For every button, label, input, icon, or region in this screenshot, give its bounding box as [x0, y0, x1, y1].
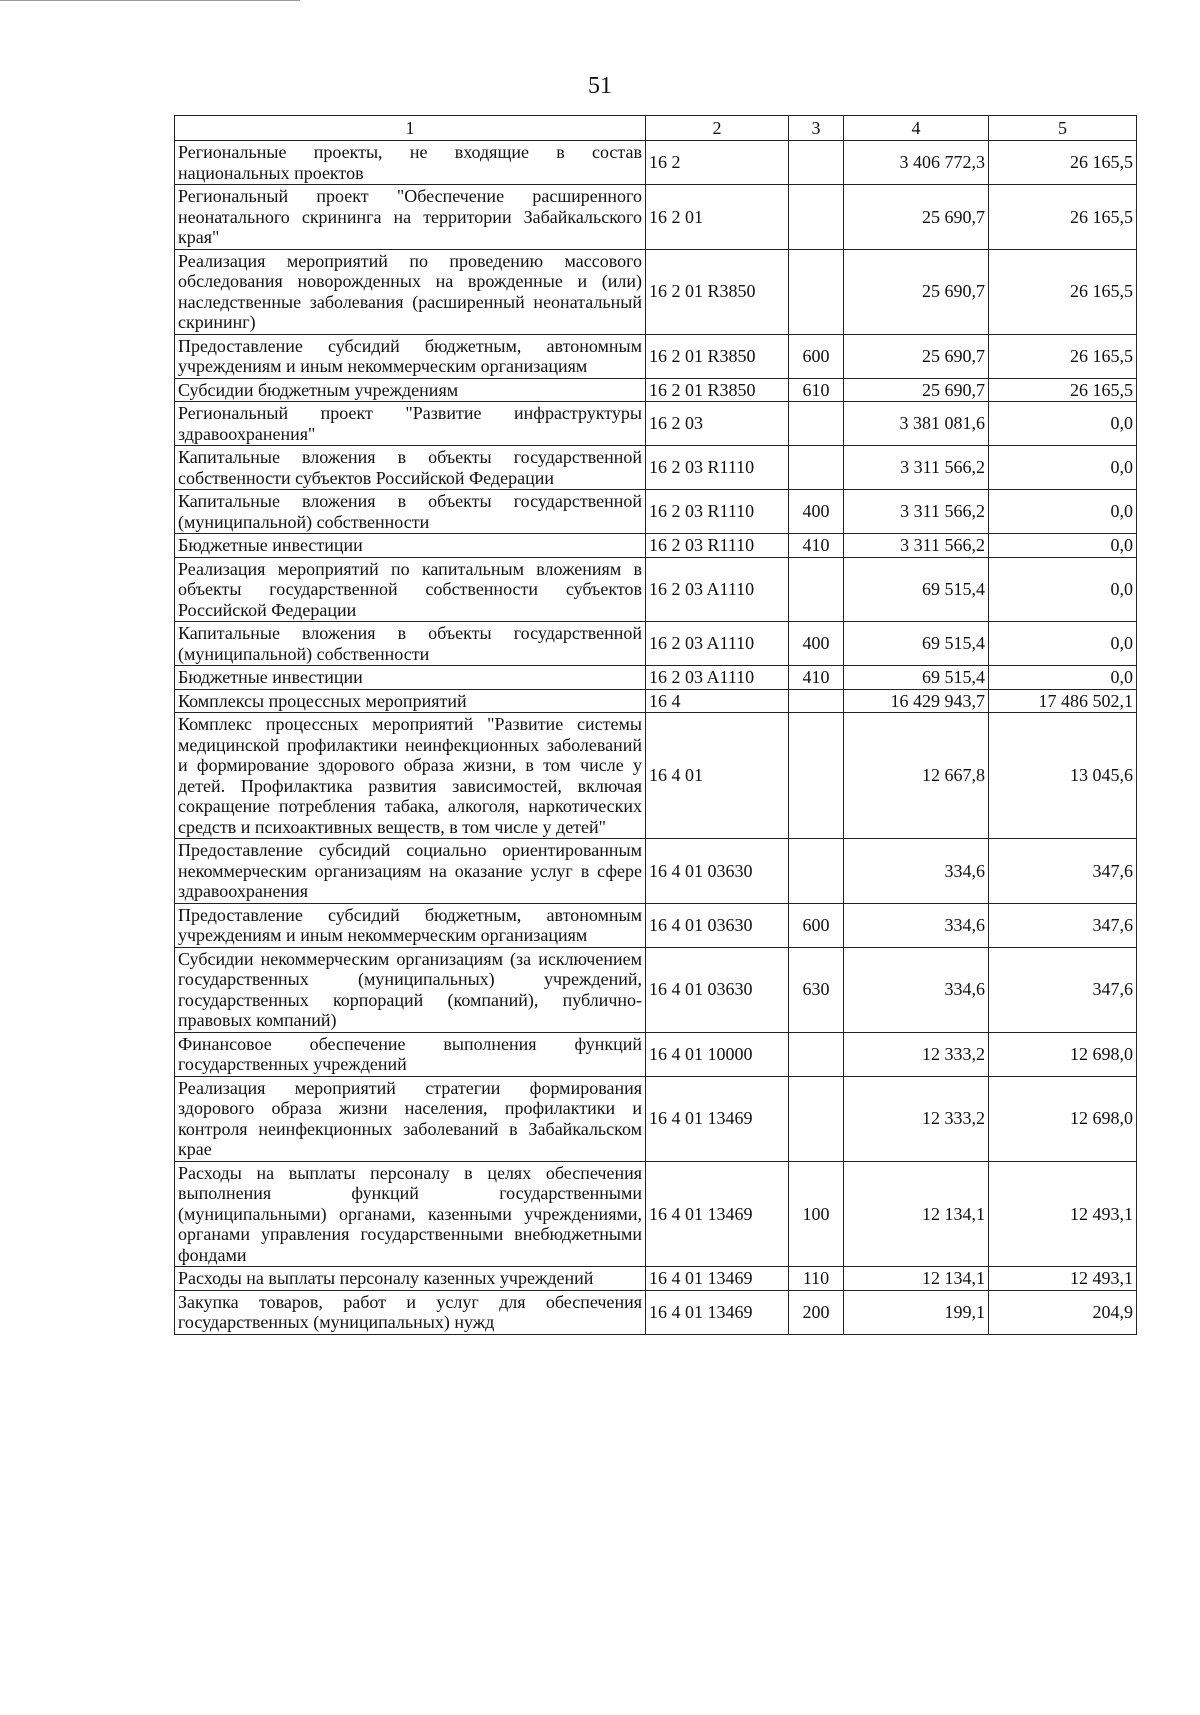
row-name: Реализация мероприятий по проведению массового обследования новорожденных на врожденные и (или) наследственные заболевания (расширенный неонатальный скрининг): [175, 249, 646, 334]
row-code: 16 4: [646, 689, 789, 713]
header-col-1: 1: [175, 116, 646, 141]
table-row: [175, 446, 1137, 490]
row-name: Субсидии некоммерческим организациям (за исключением государственных (муниципальных) учреждений, государственных корпораций (компаний), публично-правовых компаний): [175, 947, 646, 1032]
table-row: [175, 1032, 1137, 1076]
row-value-col4: 12 333,2: [844, 1032, 989, 1076]
row-name: Реализация мероприятий по капитальным вложениям в объекты государственной собственности субъектов Российской Федерации: [175, 557, 646, 622]
row-value-col4: 334,6: [844, 839, 989, 904]
row-expense-type: [789, 557, 844, 622]
row-value-col5: 26 165,5: [989, 141, 1137, 185]
row-expense-type: 410: [789, 666, 844, 690]
header-col-2: 2: [646, 116, 789, 141]
row-value-col4: 69 515,4: [844, 666, 989, 690]
row-value-col5: 347,6: [989, 839, 1137, 904]
row-value-col4: 12 134,1: [844, 1267, 989, 1291]
row-expense-type: [789, 402, 844, 446]
row-value-col4: 334,6: [844, 947, 989, 1032]
page-number: 51: [588, 73, 612, 99]
row-value-col5: 0,0: [989, 557, 1137, 622]
row-expense-type: 600: [789, 334, 844, 378]
row-code: 16 4 01 13469: [646, 1290, 789, 1334]
row-value-col5: 0,0: [989, 402, 1137, 446]
table-row: [175, 534, 1137, 558]
row-code: 16 4 01: [646, 713, 789, 839]
table-row: [175, 185, 1137, 250]
row-expense-type: [789, 1076, 844, 1161]
row-value-col5: 12 493,1: [989, 1161, 1137, 1267]
row-name: Реализация мероприятий стратегии формирования здорового образа жизни населения, профилактики и контроля неинфекционных заболеваний в Забайкальском крае: [175, 1076, 646, 1161]
row-value-col4: 3 311 566,2: [844, 446, 989, 490]
table-row: [175, 622, 1137, 666]
row-name: Региональный проект "Обеспечение расширенного неонатального скрининга на территории Забайкальского края": [175, 185, 646, 250]
header-col-4: 4: [844, 116, 989, 141]
table-row: [175, 666, 1137, 690]
table-row: [175, 334, 1137, 378]
row-name: Предоставление субсидий бюджетным, автономным учреждениям и иным некоммерческим организациям: [175, 334, 646, 378]
table-body: [175, 141, 1137, 1335]
row-value-col4: 69 515,4: [844, 622, 989, 666]
row-code: 16 4 01 03630: [646, 839, 789, 904]
row-code: 16 2 03 R1110: [646, 534, 789, 558]
table-row: [175, 689, 1137, 713]
row-value-col4: 25 690,7: [844, 378, 989, 402]
row-name: Бюджетные инвестиции: [175, 534, 646, 558]
table-row: [175, 947, 1137, 1032]
row-name: Комплексы процессных мероприятий: [175, 689, 646, 713]
row-expense-type: 410: [789, 534, 844, 558]
row-code: 16 2 03 A1110: [646, 622, 789, 666]
table-row: [175, 402, 1137, 446]
row-value-col5: 0,0: [989, 534, 1137, 558]
row-name: Предоставление субсидий бюджетным, автономным учреждениям и иным некоммерческим организациям: [175, 903, 646, 947]
table-row: [175, 839, 1137, 904]
row-value-col4: 199,1: [844, 1290, 989, 1334]
row-code: 16 2 03 A1110: [646, 666, 789, 690]
row-expense-type: 600: [789, 903, 844, 947]
row-name: Субсидии бюджетным учреждениям: [175, 378, 646, 402]
header-row: [175, 116, 1137, 141]
row-value-col4: 25 690,7: [844, 249, 989, 334]
row-expense-type: 200: [789, 1290, 844, 1334]
row-name: Региональный проект "Развитие инфраструктуры здравоохранения": [175, 402, 646, 446]
row-expense-type: 100: [789, 1161, 844, 1267]
row-code: 16 4 01 13469: [646, 1267, 789, 1291]
row-value-col5: 13 045,6: [989, 713, 1137, 839]
row-value-col5: 12 698,0: [989, 1076, 1137, 1161]
row-code: 16 2 03 R1110: [646, 446, 789, 490]
row-value-col5: 0,0: [989, 622, 1137, 666]
row-code: 16 2 01 R3850: [646, 334, 789, 378]
row-expense-type: [789, 713, 844, 839]
row-code: 16 2 01 R3850: [646, 378, 789, 402]
header-col-5: 5: [989, 116, 1137, 141]
row-value-col5: 26 165,5: [989, 249, 1137, 334]
row-name: Капитальные вложения в объекты государственной собственности субъектов Российской Федерации: [175, 446, 646, 490]
row-code: 16 4 01 13469: [646, 1161, 789, 1267]
row-expense-type: 610: [789, 378, 844, 402]
row-expense-type: 400: [789, 622, 844, 666]
row-value-col4: 3 311 566,2: [844, 534, 989, 558]
row-value-col5: 26 165,5: [989, 334, 1137, 378]
row-code: 16 4 01 13469: [646, 1076, 789, 1161]
table-row: [175, 903, 1137, 947]
row-value-col5: 12 493,1: [989, 1267, 1137, 1291]
row-code: 16 2 03 A1110: [646, 557, 789, 622]
row-code: 16 2 01 R3850: [646, 249, 789, 334]
row-expense-type: [789, 185, 844, 250]
row-expense-type: [789, 839, 844, 904]
row-code: 16 4 01 03630: [646, 947, 789, 1032]
row-value-col4: 12 667,8: [844, 713, 989, 839]
row-value-col5: 0,0: [989, 666, 1137, 690]
row-value-col5: 0,0: [989, 446, 1137, 490]
row-name: Региональные проекты, не входящие в состав национальных проектов: [175, 141, 646, 185]
row-expense-type: [789, 689, 844, 713]
row-expense-type: [789, 1032, 844, 1076]
row-expense-type: 110: [789, 1267, 844, 1291]
row-name: Капитальные вложения в объекты государственной (муниципальной) собственности: [175, 622, 646, 666]
budget-table: [174, 115, 1137, 1335]
header-col-3: 3: [789, 116, 844, 141]
table-row: [175, 1161, 1137, 1267]
row-value-col4: 12 134,1: [844, 1161, 989, 1267]
row-code: 16 4 01 03630: [646, 903, 789, 947]
table-row: [175, 141, 1137, 185]
table-row: [175, 557, 1137, 622]
row-code: 16 4 01 10000: [646, 1032, 789, 1076]
table-row: [175, 490, 1137, 534]
scan-artifact-line: [0, 0, 300, 1]
row-expense-type: 400: [789, 490, 844, 534]
row-code: 16 2 01: [646, 185, 789, 250]
row-name: Закупка товаров, работ и услуг для обеспечения государственных (муниципальных) нужд: [175, 1290, 646, 1334]
row-value-col4: 16 429 943,7: [844, 689, 989, 713]
table-row: [175, 249, 1137, 334]
row-expense-type: 630: [789, 947, 844, 1032]
budget-table-container: [174, 115, 1136, 1335]
row-value-col4: 3 311 566,2: [844, 490, 989, 534]
row-value-col5: 347,6: [989, 903, 1137, 947]
row-value-col4: 69 515,4: [844, 557, 989, 622]
row-code: 16 2: [646, 141, 789, 185]
row-name: Комплекс процессных мероприятий "Развитие системы медицинской профилактики неинфекционных заболеваний и формирование здорового образа жизни, в том числе у детей. Профилактика развития зависимостей, включая сокращение потребления табака, алкоголя, наркотических средств и психоактивных веществ, в том числе у детей": [175, 713, 646, 839]
row-value-col4: 25 690,7: [844, 334, 989, 378]
row-name: Бюджетные инвестиции: [175, 666, 646, 690]
row-name: Расходы на выплаты персоналу в целях обеспечения выполнения функций государственными (муниципальными) органами, казенными учреждениями, органами управления государственными внебюджетными фондами: [175, 1161, 646, 1267]
row-code: 16 2 03 R1110: [646, 490, 789, 534]
row-name: Предоставление субсидий социально ориентированным некоммерческим организациям на оказание услуг в сфере здравоохранения: [175, 839, 646, 904]
row-expense-type: [789, 249, 844, 334]
row-value-col4: 3 406 772,3: [844, 141, 989, 185]
row-name: Расходы на выплаты персоналу казенных учреждений: [175, 1267, 646, 1291]
row-value-col5: 204,9: [989, 1290, 1137, 1334]
table-row: [175, 1267, 1137, 1291]
row-value-col5: 12 698,0: [989, 1032, 1137, 1076]
row-value-col4: 12 333,2: [844, 1076, 989, 1161]
row-value-col5: 26 165,5: [989, 378, 1137, 402]
table-row: [175, 1290, 1137, 1334]
row-value-col5: 26 165,5: [989, 185, 1137, 250]
row-code: 16 2 03: [646, 402, 789, 446]
row-value-col4: 334,6: [844, 903, 989, 947]
row-value-col5: 17 486 502,1: [989, 689, 1137, 713]
row-value-col5: 0,0: [989, 490, 1137, 534]
row-name: Капитальные вложения в объекты государственной (муниципальной) собственности: [175, 490, 646, 534]
row-name: Финансовое обеспечение выполнения функций государственных учреждений: [175, 1032, 646, 1076]
row-value-col4: 3 381 081,6: [844, 402, 989, 446]
table-row: [175, 713, 1137, 839]
table-row: [175, 378, 1137, 402]
row-expense-type: [789, 446, 844, 490]
row-value-col4: 25 690,7: [844, 185, 989, 250]
table-row: [175, 1076, 1137, 1161]
row-value-col5: 347,6: [989, 947, 1137, 1032]
row-expense-type: [789, 141, 844, 185]
